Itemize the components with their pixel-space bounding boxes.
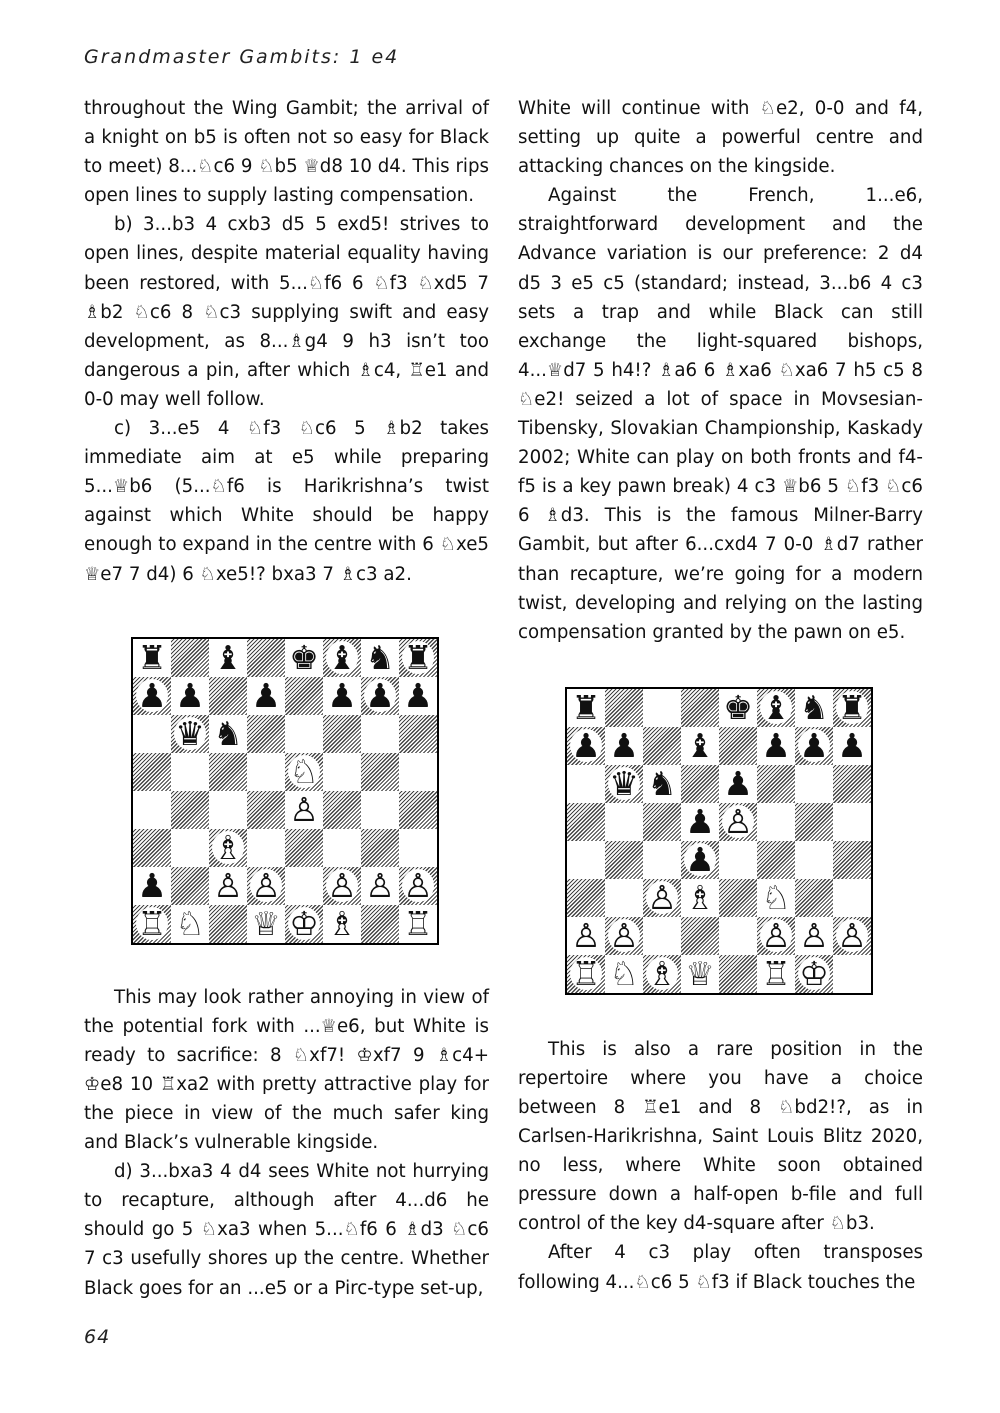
- chess-piece: ♙: [251, 866, 281, 906]
- square-h5: [833, 803, 871, 841]
- square-c1: [209, 905, 247, 943]
- square-e5: [285, 753, 323, 791]
- square-a8: [133, 639, 171, 677]
- square-h5: [399, 753, 437, 791]
- chess-piece: ♙: [761, 916, 791, 956]
- chess-piece: ♗: [213, 828, 243, 868]
- chess-piece: ♝: [327, 638, 357, 678]
- square-a2: [133, 867, 171, 905]
- square-h1: [399, 905, 437, 943]
- square-a1: [133, 905, 171, 943]
- chess-piece: ♟: [251, 676, 281, 716]
- chess-piece: ♝: [761, 688, 791, 728]
- square-d1: [681, 955, 719, 993]
- chess-piece: ♙: [647, 878, 677, 918]
- square-c5: [643, 803, 681, 841]
- chess-piece: ♞: [365, 638, 395, 678]
- square-c1: [643, 955, 681, 993]
- square-a6: [567, 765, 605, 803]
- square-d7: [247, 677, 285, 715]
- chess-piece: ♟: [327, 676, 357, 716]
- square-c6: [643, 765, 681, 803]
- square-c4: [209, 791, 247, 829]
- chess-piece: ♚: [723, 688, 753, 728]
- chess-piece: ♟: [137, 676, 167, 716]
- square-e7: [719, 727, 757, 765]
- right-paragraph-1: White will continue with ♘e2, 0-0 and f4, setting up quite a powerful centre and attacking chances on the kingside.: [518, 98, 923, 178]
- square-e3: [719, 879, 757, 917]
- left-paragraph-2: b) 3...b3 4 cxb3 d5 5 exd5! strives to open lines, despite material equality having been restored, with 5...♘f6 6 ♘f3 ♘xd5 7 ♗b2 ♘c6 8 ♘c3 supplying swift and easy development, as 8...♗g4 9 h3 isn’t too dangerous a pin, after which ♗c4, ♖e1 and 0-0 may well follow.: [84, 214, 489, 410]
- square-h4: [833, 841, 871, 879]
- square-b2: [171, 867, 209, 905]
- chess-piece: ♝: [213, 638, 243, 678]
- square-d6: [247, 715, 285, 753]
- chess-piece: ♙: [837, 916, 867, 956]
- square-f2: [323, 867, 361, 905]
- chess-piece: ♙: [327, 866, 357, 906]
- chess-piece: ♘: [175, 904, 205, 944]
- chess-piece: ♙: [213, 866, 243, 906]
- square-h6: [399, 715, 437, 753]
- square-a3: [133, 829, 171, 867]
- chess-piece: ♛: [609, 764, 639, 804]
- square-e8: [719, 689, 757, 727]
- square-h3: [833, 879, 871, 917]
- chess-piece: ♙: [799, 916, 829, 956]
- square-e5: [719, 803, 757, 841]
- square-g1: [361, 905, 399, 943]
- chess-piece: ♜: [403, 638, 433, 678]
- square-g4: [361, 791, 399, 829]
- square-c7: [643, 727, 681, 765]
- page-number: 64: [84, 1326, 111, 1348]
- square-d4: [247, 791, 285, 829]
- square-a1: [567, 955, 605, 993]
- square-g7: [361, 677, 399, 715]
- square-c4: [643, 841, 681, 879]
- square-d5: [247, 753, 285, 791]
- square-h3: [399, 829, 437, 867]
- square-g5: [361, 753, 399, 791]
- chess-piece: ♖: [403, 904, 433, 944]
- square-c2: [209, 867, 247, 905]
- square-b5: [605, 803, 643, 841]
- chess-piece: ♖: [571, 954, 601, 994]
- square-d2: [681, 917, 719, 955]
- chess-piece: ♕: [685, 954, 715, 994]
- chess-piece: ♖: [761, 954, 791, 994]
- square-f2: [757, 917, 795, 955]
- chess-piece: ♟: [761, 726, 791, 766]
- chess-piece: ♟: [723, 764, 753, 804]
- square-d2: [247, 867, 285, 905]
- chess-piece: ♜: [571, 688, 601, 728]
- square-d1: [247, 905, 285, 943]
- square-g8: [361, 639, 399, 677]
- left-paragraph-1: throughout the Wing Gambit; the arrival of a knight on b5 is often not so easy for Black to meet) 8...♘c6 9 ♘b5 ♕d8 10 d4. This rips open lines to supply lasting compensation.: [84, 98, 489, 207]
- square-c6: [209, 715, 247, 753]
- chess-piece: ♚: [289, 638, 319, 678]
- square-a5: [133, 753, 171, 791]
- square-f4: [757, 841, 795, 879]
- chess-piece: ♔: [799, 954, 829, 994]
- chess-piece: ♟: [837, 726, 867, 766]
- square-c3: [209, 829, 247, 867]
- chess-piece: ♜: [137, 638, 167, 678]
- square-f8: [757, 689, 795, 727]
- chess-piece: ♞: [647, 764, 677, 804]
- square-g2: [361, 867, 399, 905]
- square-f3: [323, 829, 361, 867]
- square-c3: [643, 879, 681, 917]
- square-e1: [285, 905, 323, 943]
- square-d3: [247, 829, 285, 867]
- square-f8: [323, 639, 361, 677]
- square-h8: [833, 689, 871, 727]
- square-e6: [285, 715, 323, 753]
- square-b8: [171, 639, 209, 677]
- chess-piece: ♞: [799, 688, 829, 728]
- square-a8: [567, 689, 605, 727]
- chess-piece: ♝: [685, 726, 715, 766]
- chess-piece: ♕: [251, 904, 281, 944]
- square-f6: [323, 715, 361, 753]
- left-paragraph-3: c) 3...e5 4 ♘f3 ♘c6 5 ♗b2 takes immediate aim at e5 while preparing 5...♕b6 (5...♘f6 is Harikrishna’s twist against which White should be happy enough to expand in the centre with 6 ♘xe5 ♕e7 7 d4) 6 ♘xe5!? bxa3 7 ♗c3 a2.: [84, 418, 489, 585]
- square-f6: [757, 765, 795, 803]
- square-f5: [757, 803, 795, 841]
- square-b6: [171, 715, 209, 753]
- square-e2: [719, 917, 757, 955]
- square-f1: [757, 955, 795, 993]
- square-g3: [795, 879, 833, 917]
- square-h6: [833, 765, 871, 803]
- square-b2: [605, 917, 643, 955]
- square-a7: [133, 677, 171, 715]
- chess-piece: ♗: [327, 904, 357, 944]
- chess-piece: ♘: [761, 878, 791, 918]
- chess-piece: ♙: [571, 916, 601, 956]
- chess-piece: ♖: [137, 904, 167, 944]
- square-b6: [605, 765, 643, 803]
- chess-piece: ♘: [289, 752, 319, 792]
- square-c8: [209, 639, 247, 677]
- square-h2: [833, 917, 871, 955]
- chess-piece: ♟: [685, 840, 715, 880]
- square-h7: [399, 677, 437, 715]
- square-e4: [719, 841, 757, 879]
- right-column: [518, 94, 923, 1297]
- square-b7: [605, 727, 643, 765]
- square-g6: [795, 765, 833, 803]
- square-g3: [361, 829, 399, 867]
- square-d3: [681, 879, 719, 917]
- chess-diagram-2-wrap: [565, 687, 923, 995]
- chess-diagram-1-wrap: [131, 637, 489, 945]
- square-g2: [795, 917, 833, 955]
- chess-piece: ♟: [685, 802, 715, 842]
- square-f1: [323, 905, 361, 943]
- square-e8: [285, 639, 323, 677]
- square-c5: [209, 753, 247, 791]
- square-a3: [567, 879, 605, 917]
- right-paragraph-2: Against the French, 1...e6, straightforward development and the Advance variation is our preference: 2 d4 d5 3 e5 c5 (standard; instead, 3...b6 4 c3 sets a trap and while Black can still exchange the light-squared bishops, 4...♕d7 5 h4!? ♗a6 6 ♗xa6 ♘xa6 7 h5 c5 8 ♘e2! seized a lot of space in Movsesian-Tibensky, Slovakian Championship, Kaskady 2002; White can play on both fronts and f4-f5 is a key pawn break) 4 c3 ♕b6 5 ♘f3 ♘c6 6 ♗d3. This is the famous Milner-Barry Gambit, but after 6...cxd4 7 0-0 ♗d7 rather than recapture, we’re going for a modern twist, developing and relying on the lasting compensation granted by the pawn on e5.: [518, 185, 923, 643]
- chess-piece: ♟: [403, 676, 433, 716]
- square-b1: [605, 955, 643, 993]
- square-f7: [323, 677, 361, 715]
- square-a4: [133, 791, 171, 829]
- right-paragraph-4: After 4 c3 play often transposes following 4...♘c6 5 ♘f3 if Black touches the: [518, 1242, 923, 1293]
- square-g4: [795, 841, 833, 879]
- square-e7: [285, 677, 323, 715]
- square-a4: [567, 841, 605, 879]
- left-paragraph-5: d) 3...bxa3 4 d4 sees White not hurrying to recapture, although after 4...d6 he should go 5 ♘xa3 when 5...♘f6 6 ♗d3 ♘c6 7 c3 usefully shores up the centre. Whether Black goes for an ...e5 or a Pirc-type set-up,: [84, 1161, 489, 1299]
- chess-diagram-2: [565, 687, 873, 995]
- square-g1: [795, 955, 833, 993]
- right-paragraph-3: This is also a rare position in the repertoire where you have a choice between 8 ♖e1 and 8 ♘bd2!?, as in Carlsen-Harikrishna, Saint Louis Blitz 2020, no less, where White soon obtained pressure down a half-open b-file and full control of the key d4-square after ♘b3.: [518, 1038, 923, 1235]
- square-b1: [171, 905, 209, 943]
- square-a5: [567, 803, 605, 841]
- chess-piece: ♟: [137, 866, 167, 906]
- square-h8: [399, 639, 437, 677]
- square-g6: [361, 715, 399, 753]
- chess-piece: ♟: [365, 676, 395, 716]
- chess-piece: ♟: [175, 676, 205, 716]
- square-f3: [757, 879, 795, 917]
- square-c2: [643, 917, 681, 955]
- square-b4: [605, 841, 643, 879]
- chess-piece: ♙: [403, 866, 433, 906]
- square-d5: [681, 803, 719, 841]
- chess-piece: ♘: [609, 954, 639, 994]
- square-e4: [285, 791, 323, 829]
- chess-piece: ♟: [609, 726, 639, 766]
- square-b4: [171, 791, 209, 829]
- square-h7: [833, 727, 871, 765]
- square-g5: [795, 803, 833, 841]
- chess-piece: ♟: [799, 726, 829, 766]
- square-e1: [719, 955, 757, 993]
- square-g8: [795, 689, 833, 727]
- square-d8: [247, 639, 285, 677]
- square-b8: [605, 689, 643, 727]
- chess-piece: ♞: [213, 714, 243, 754]
- square-h1: [833, 955, 871, 993]
- square-e6: [719, 765, 757, 803]
- square-c7: [209, 677, 247, 715]
- square-f7: [757, 727, 795, 765]
- left-column: [84, 94, 489, 1303]
- chess-piece: ♗: [647, 954, 677, 994]
- chess-piece: ♛: [175, 714, 205, 754]
- square-d6: [681, 765, 719, 803]
- chess-piece: ♟: [571, 726, 601, 766]
- chess-piece: ♙: [365, 866, 395, 906]
- square-b3: [605, 879, 643, 917]
- left-paragraph-4: This may look rather annoying in view of the potential fork with ...♕e6, but White is ready to sacrifice: 8 ♘xf7! ♔xf7 9 ♗c4+ ♔e8 10 ♖xa2 with pretty attractive play for the piece in view of the much safer king and Black’s vulnerable kingside.: [84, 986, 489, 1154]
- square-f5: [323, 753, 361, 791]
- square-a2: [567, 917, 605, 955]
- square-h2: [399, 867, 437, 905]
- square-h4: [399, 791, 437, 829]
- square-d4: [681, 841, 719, 879]
- chess-diagram-1: [131, 637, 439, 945]
- square-b3: [171, 829, 209, 867]
- running-head: Grandmaster Gambits: 1 e4: [84, 46, 400, 68]
- chess-piece: ♙: [289, 790, 319, 830]
- chess-piece: ♔: [289, 904, 319, 944]
- square-a7: [567, 727, 605, 765]
- square-d7: [681, 727, 719, 765]
- square-b7: [171, 677, 209, 715]
- chess-piece: ♗: [685, 878, 715, 918]
- square-a6: [133, 715, 171, 753]
- square-e3: [285, 829, 323, 867]
- square-d8: [681, 689, 719, 727]
- square-e2: [285, 867, 323, 905]
- chess-piece: ♜: [837, 688, 867, 728]
- square-b5: [171, 753, 209, 791]
- chess-piece: ♙: [723, 802, 753, 842]
- square-f4: [323, 791, 361, 829]
- square-g7: [795, 727, 833, 765]
- square-c8: [643, 689, 681, 727]
- chess-piece: ♙: [609, 916, 639, 956]
